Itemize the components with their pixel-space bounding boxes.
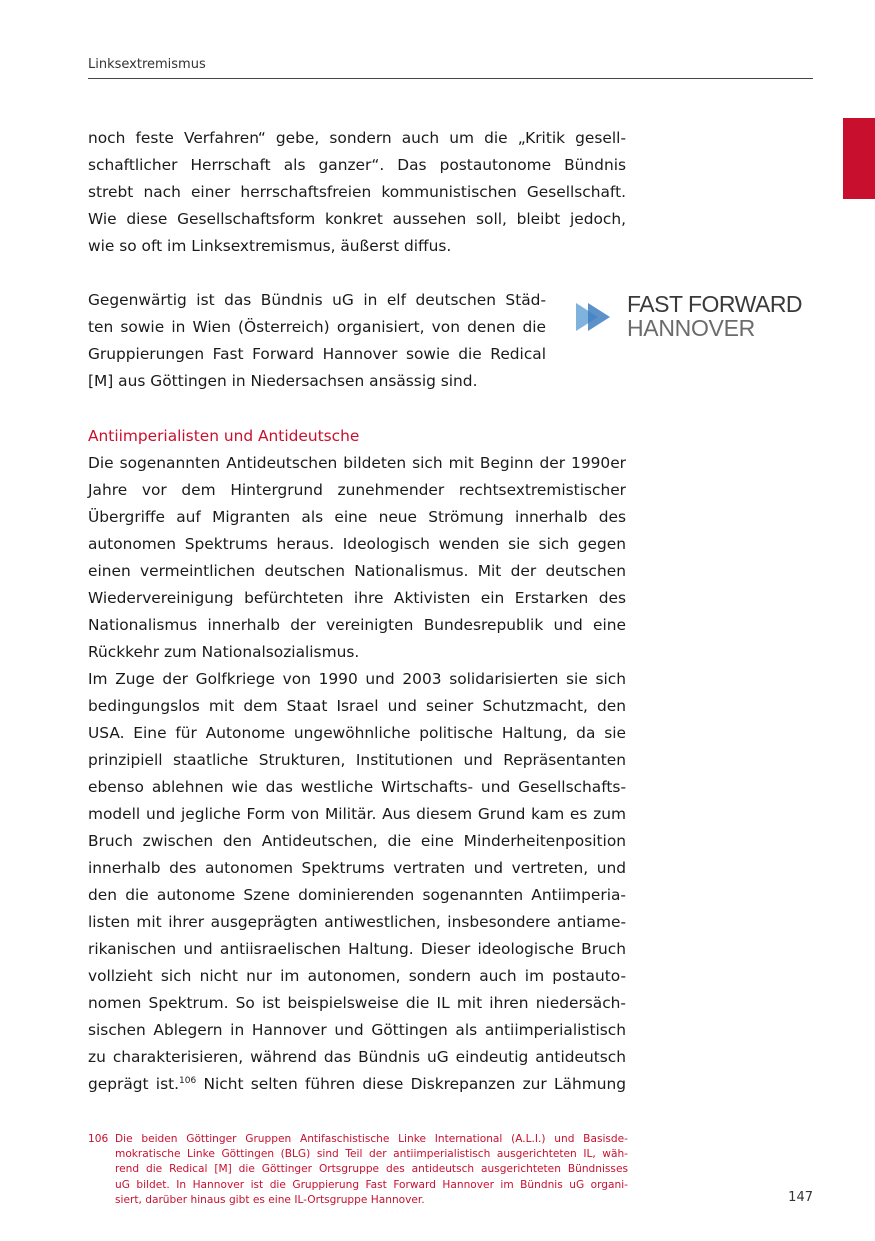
footnote-line: Die beiden Göttinger Gruppen Antifaschistische Linke International (A.L.I.) und Basisde- <box>115 1133 628 1145</box>
header-rule <box>88 78 813 79</box>
text-line: USA. Eine für Autonome ungewöhnliche politische Haltung, da sie <box>88 724 626 742</box>
paragraph-4 <box>88 666 626 1098</box>
footnote-reference[interactable]: 106 <box>179 1076 197 1086</box>
footnote-line: uG bildet. In Hannover ist die Gruppierung Fast Forward Hannover im Bündnis uG organi- <box>115 1178 628 1191</box>
text-line: zu charakterisieren, während das Bündnis uG eindeutig antideutsch <box>88 1048 626 1066</box>
chapter-tab-marker <box>843 118 875 199</box>
logo-text-line1: FAST FORWARD <box>627 291 803 317</box>
double-arrow-icon <box>576 303 614 331</box>
text-line: innerhalb des autonomen Spektrums vertraten und vertreten, und <box>88 859 626 877</box>
footnote-line: rend die Redical [M] die Göttinger Ortsgruppe des antideutsch ausgerichteten Bündnisses <box>115 1163 628 1176</box>
text-line: Rückkehr zum Nationalsozialismus. <box>88 643 360 661</box>
paragraph-2 <box>88 287 546 395</box>
text-line: einen vermeintlichen deutschen Nationalismus. Mit der deutschen <box>88 562 626 580</box>
footnote-line: mokratische Linke Göttingen (BLG) sind Teil der antiimperialistisch ausgerichteten IL, wäh- <box>115 1148 628 1161</box>
text-line: Im Zuge der Golfkriege von 1990 und 2003 solidarisierten sie sich <box>88 670 626 688</box>
text-fragment: geprägt ist. <box>88 1075 180 1093</box>
footnote <box>88 1132 628 1208</box>
text-line: Wie diese Gesellschaftsform konkret aussehen soll, bleibt jedoch, <box>88 210 626 228</box>
page-number: 147 <box>788 1190 813 1205</box>
text-line: Bruch zwischen den Antideutschen, die eine Minderheitenposition <box>88 832 626 850</box>
text-line: vollzieht sich nicht nur im autonomen, sondern auch im postauto- <box>88 967 626 985</box>
footnote-number: 106 <box>88 1133 109 1145</box>
text-line: Nationalismus innerhalb der vereinigten Bundesrepublik und eine <box>88 616 626 634</box>
text-line: bedingungslos mit dem Staat Israel und seiner Schutzmacht, den <box>88 697 626 715</box>
text-line: Gruppierungen Fast Forward Hannover sowie die Redical <box>88 345 546 363</box>
text-line-with-footnote <box>88 1071 626 1098</box>
text-line: Die sogenannten Antideutschen bildeten sich mit Beginn der 1990er <box>88 454 626 472</box>
text-line: Gegenwärtig ist das Bündnis uG in elf deutschen Städ- <box>88 291 546 309</box>
text-line: listen mit ihrer ausgeprägten antiwestlichen, insbesondere antiame- <box>88 913 626 931</box>
text-line: schaftlicher Herrschaft als ganzer“. Das postautonome Bündnis <box>88 156 626 174</box>
footnote-line: siert, darüber hinaus gibt es eine IL-Ortsgruppe Hannover. <box>115 1193 425 1206</box>
text-line: Wiedervereinigung befürchteten ihre Aktivisten ein Erstarken des <box>88 589 626 607</box>
text-line: den die autonome Szene dominierenden sogenannten Antiimperia- <box>88 886 626 904</box>
footnote-body <box>115 1132 628 1208</box>
text-line: autonomen Spektrums heraus. Ideologisch wenden sie sich gegen <box>88 535 626 553</box>
text-line: sischen Ablegern in Hannover und Göttingen als antiimperialistisch <box>88 1021 626 1039</box>
fast-forward-hannover-logo <box>576 291 816 339</box>
logo-text-line2: HANNOVER <box>627 315 755 341</box>
text-line: ten sowie in Wien (Österreich) organisiert, von denen die <box>88 318 546 336</box>
section-heading: Antiimperialisten und Antideutsche <box>88 427 360 445</box>
paragraph-1 <box>88 125 626 260</box>
text-line: Jahre vor dem Hintergrund zunehmender rechtsextremistischer <box>88 481 626 499</box>
text-line: wie so oft im Linksextremismus, äußerst diffus. <box>88 237 452 255</box>
text-line: nomen Spektrum. So ist beispielsweise die IL mit ihren niedersäch- <box>88 994 626 1012</box>
text-line: prinzipiell staatliche Strukturen, Institutionen und Repräsentanten <box>88 751 626 769</box>
paragraph-3 <box>88 450 626 666</box>
text-line: noch feste Verfahren“ gebe, sondern auch um die „Kritik gesell- <box>88 129 626 147</box>
text-line: rikanischen und antiisraelischen Haltung. Dieser ideologische Bruch <box>88 940 626 958</box>
text-fragment: Nicht selten führen diese Diskrepanzen zur Lähmung <box>196 1075 626 1093</box>
text-line: strebt nach einer herrschaftsfreien kommunistischen Gesellschaft. <box>88 183 626 201</box>
text-line: ebenso ablehnen wie das westliche Wirtschafts- und Gesellschafts- <box>88 778 626 796</box>
text-line: modell und jegliche Form von Militär. Aus diesem Grund kam es zum <box>88 805 626 823</box>
text-line: [M] aus Göttingen in Niedersachsen ansässig sind. <box>88 372 478 390</box>
text-line: Übergriffe auf Migranten als eine neue Strömung innerhalb des <box>88 508 626 526</box>
running-title: Linksextremismus <box>88 57 206 72</box>
